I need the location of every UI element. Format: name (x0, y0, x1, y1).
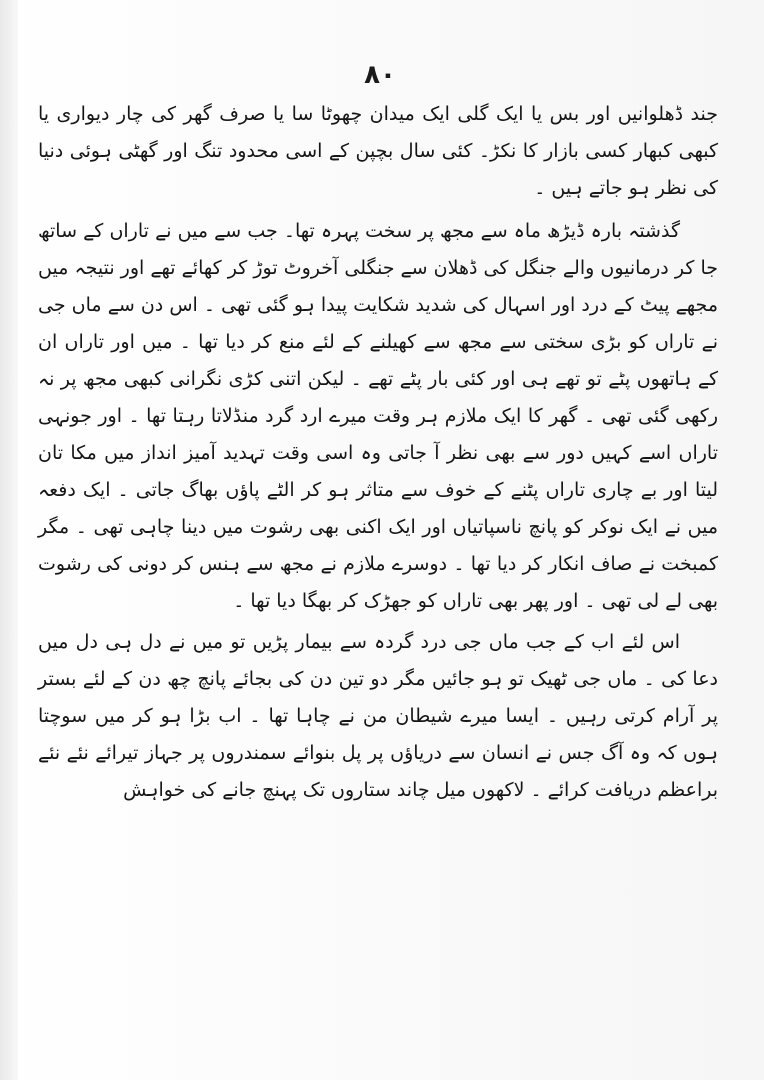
page-number: ۸۰ (364, 60, 396, 90)
page-binding-edge (0, 0, 18, 1080)
page-body (38, 96, 718, 809)
paragraph-2: گذشتہ بارہ ڈیڑھ ماہ سے مجھ پر سخت پہرہ تھا۔ جب سے میں نے تاراں کے ساتھ جا کر درمانیوں والے جنگل کی ڈھلان سے جنگلی آخروٹ توڑ کر کھائے تھے اور نتیجہ میں مجھے پیٹ کے درد اور اسہال کی شدید شکایت پیدا ہو گئی تھی ۔ اس دن سے ماں جی نے تاراں کو بڑی سختی سے مجھ سے کھیلنے کے لئے منع کر دیا تھا ۔ میں اور تاراں ان کے ہاتھوں پٹے تو تھے ہی اور کئی بار پٹے تھے ۔ لیکن اتنی کڑی نگرانی کبھی مجھ پر نہ رکھی گئی تھی ۔ گھر کا ایک ملازم ہر وقت میرے ارد گرد منڈلاتا رہتا تھا ۔ اور جونہی تاراں اسے کہیں دور سے بھی نظر آ جاتی وہ اسی وقت تہدید آمیز انداز میں مکا تان لیتا اور بے چاری تاراں پٹنے کے خوف سے متاثر ہو کر الٹے پاؤں بھاگ جاتی ۔ ایک دفعہ میں نے ایک نوکر کو پانچ ناسپاتیاں اور ایک اکنی بھی رشوت میں دینا چاہی تھی ۔ مگر کمبخت نے صاف انکار کر دیا تھا ۔ دوسرے ملازم نے مجھ سے ہنس کر دونی کی رشوت بھی لے لی تھی ۔ اور پھر بھی تاراں کو جھڑک کر بھگا دیا تھا ۔ (38, 220, 718, 612)
paragraph-1: جند ڈھلوانیں اور بس یا ایک گلی ایک میدان چھوٹا سا یا صرف گھر کی چار دیواری یا کبھی کبھار کسی بازار کا نکڑ۔ کئی سال بچپن کے اسی محدود تنگ اور گھٹی ہوئی دنیا کی نظر ہو جاتے ہیں ۔ (38, 103, 718, 199)
paragraph-3: اس لئے اب کے جب ماں جی درد گردہ سے بیمار پڑیں تو میں نے دل ہی دل میں دعا کی ۔ ماں جی ٹھیک تو ہو جائیں مگر دو تین دن کی بجائے پانچ چھ دن کے لئے بستر پر آرام کرتی رہیں ۔ ایسا میرے شیطان من نے چاہا تھا ۔ اب بڑا ہو کر میں سوچتا ہوں کہ وہ آگ جس نے انسان سے دریاؤں پر پل بنوائے سمندروں پر جہاز تیرائے نئے نئے براعظم دریافت کرائے ۔ لاکھوں میل چاند ستاروں تک پہنچ جانے کی خواہش (38, 631, 718, 801)
